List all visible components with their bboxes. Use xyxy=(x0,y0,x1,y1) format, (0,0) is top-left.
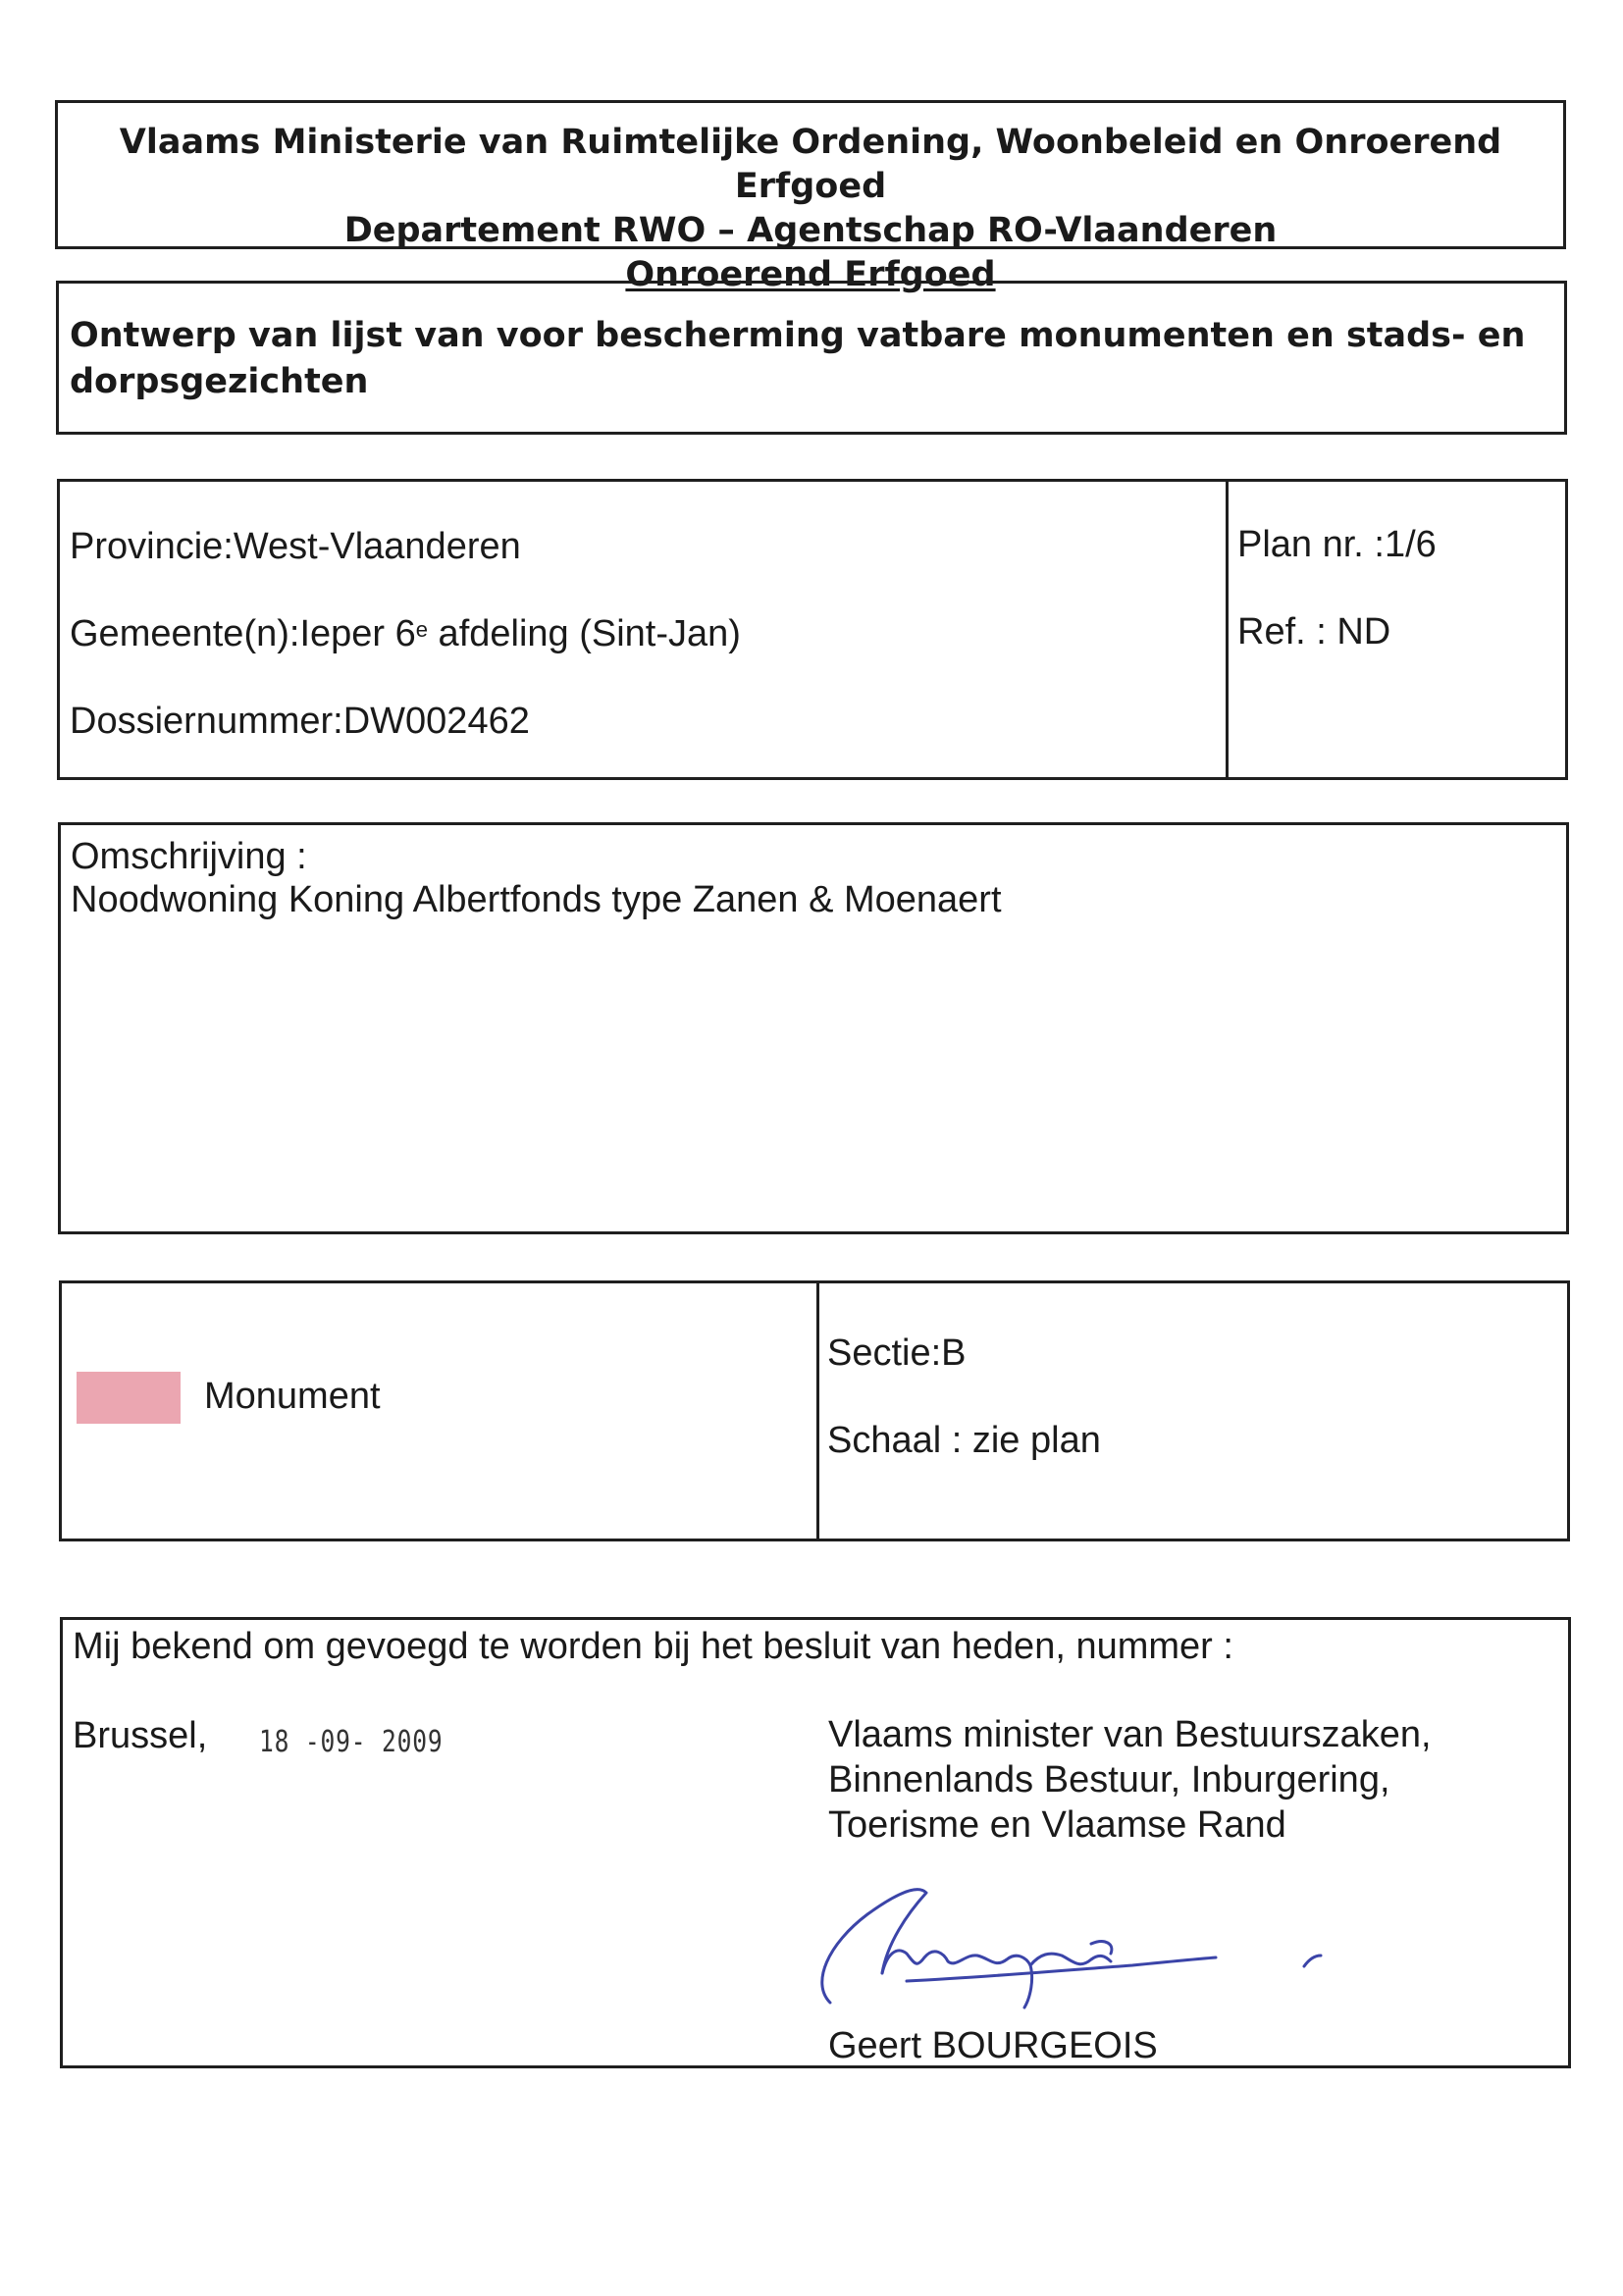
monument-color-swatch xyxy=(77,1372,181,1424)
agency-name: Onroerend Erfgoed xyxy=(625,255,996,294)
gemeente-field xyxy=(70,612,741,655)
ministry-header xyxy=(55,100,1566,294)
map-fields xyxy=(819,1283,1565,1539)
description-box xyxy=(58,822,1569,1234)
department-name: Departement RWO – Agentschap RO-Vlaanderen xyxy=(343,211,1278,250)
approval-box xyxy=(60,1617,1571,2068)
description-text: Noodwoning Koning Albertfonds type Zanen & Moenaert xyxy=(71,879,1002,920)
sectie-field: Sectie:B xyxy=(827,1332,967,1374)
place-field: Brussel, xyxy=(73,1715,208,1756)
handwritten-signature xyxy=(759,1875,1446,2012)
gemeente-superscript: e xyxy=(415,617,428,642)
minister-title xyxy=(828,1712,1432,1848)
document-title-line-1: Ontwerp van lijst van voor bescherming vatbare monumenten en stads- en xyxy=(70,316,1526,355)
schaal-field: Schaal : zie plan xyxy=(827,1420,1101,1461)
description-label: Omschrijving : xyxy=(71,836,307,877)
gemeente-text: Gemeente(n):Ieper 6 xyxy=(70,613,416,654)
provincie-field: Provincie:West-Vlaanderen xyxy=(70,526,521,567)
location-info-box xyxy=(57,479,1568,780)
date-stamp: 18 -09- 2009 xyxy=(259,1725,444,1759)
legend-box xyxy=(59,1280,1570,1541)
plan-number-field: Plan nr. :1/6 xyxy=(1237,524,1437,565)
approval-statement: Mij bekend om gevoegd te worden bij het besluit van heden, nummer : xyxy=(73,1626,1233,1667)
signer-name: Geert BOURGEOIS xyxy=(828,2025,1158,2066)
dossiernummer-field: Dossiernummer:DW002462 xyxy=(70,701,530,742)
ministry-name: Vlaams Ministerie van Ruimtelijke Ordening, Woonbeleid en Onroerend Erfgoed xyxy=(119,123,1502,206)
minister-title-line-2: Binnenlands Bestuur, Inburgering, xyxy=(828,1759,1390,1800)
document-title-line-2: dorpsgezichten xyxy=(70,362,369,401)
plan-fields xyxy=(1229,482,1562,777)
monument-label: Monument xyxy=(204,1376,381,1417)
location-fields xyxy=(60,482,1229,777)
minister-title-line-1: Vlaams minister van Bestuurszaken, xyxy=(828,1714,1432,1755)
gemeente-suffix: afdeling (Sint-Jan) xyxy=(428,613,741,654)
minister-title-line-3: Toerisme en Vlaamse Rand xyxy=(828,1804,1286,1846)
legend-key xyxy=(62,1283,819,1539)
ref-field: Ref. : ND xyxy=(1237,611,1391,652)
document-title-box xyxy=(56,281,1567,435)
